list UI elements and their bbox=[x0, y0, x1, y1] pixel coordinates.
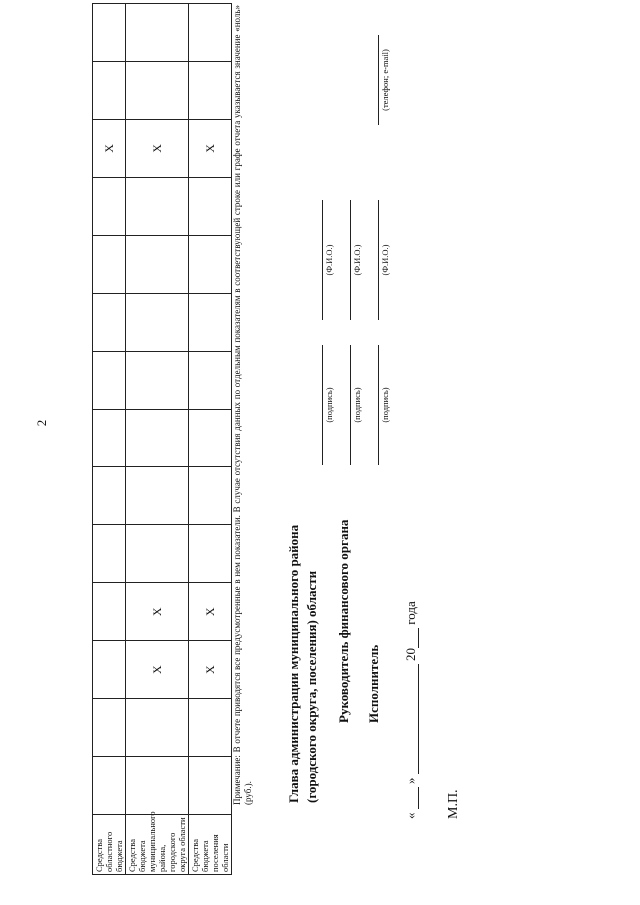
row-label: Средства бюджета поселения области bbox=[189, 815, 232, 875]
table-cell bbox=[126, 4, 189, 62]
head-title-line1: Глава администрации муниципального района bbox=[286, 524, 301, 803]
table-cell bbox=[93, 525, 126, 583]
table-cell bbox=[93, 467, 126, 525]
executor-fio-line bbox=[378, 200, 379, 320]
table-cell bbox=[126, 177, 189, 235]
head-fio-line bbox=[322, 200, 323, 320]
date-year-prefix: 20 bbox=[403, 648, 418, 661]
budget-table bbox=[92, 3, 232, 875]
date-line bbox=[402, 601, 419, 819]
table-cell-mark: X bbox=[93, 119, 126, 177]
executor-phone-line bbox=[378, 35, 379, 125]
table-cell bbox=[189, 351, 232, 409]
date-day-blank bbox=[402, 787, 419, 809]
date-close-quote: » bbox=[403, 777, 418, 784]
row-label: Средства бюджета муниципального района, городского округа области bbox=[126, 815, 189, 875]
table-cell bbox=[189, 409, 232, 467]
date-open-quote: « bbox=[403, 812, 418, 819]
table-cell bbox=[189, 467, 232, 525]
date-month-blank bbox=[402, 664, 419, 774]
date-year-suffix: года bbox=[403, 601, 418, 625]
finance-signature-caption: (подпись) bbox=[352, 387, 362, 423]
table-cell bbox=[93, 641, 126, 699]
table-row bbox=[126, 4, 189, 875]
table-cell bbox=[126, 757, 189, 815]
head-signature-line bbox=[322, 345, 323, 465]
table-cell bbox=[189, 4, 232, 62]
executor-signature-line bbox=[378, 345, 379, 465]
date-year-blank bbox=[402, 628, 419, 648]
table-cell bbox=[93, 293, 126, 351]
finance-title: Руководитель финансового органа bbox=[336, 519, 351, 723]
head-signature-caption: (подпись) bbox=[324, 387, 334, 423]
table-cell bbox=[93, 409, 126, 467]
table-cell-mark: X bbox=[189, 641, 232, 699]
table-cell bbox=[189, 293, 232, 351]
table-cell bbox=[93, 4, 126, 62]
table-cell-mark: X bbox=[126, 119, 189, 177]
table-row bbox=[189, 4, 232, 875]
table-cell bbox=[189, 757, 232, 815]
table-cell bbox=[93, 583, 126, 641]
table-cell-mark: X bbox=[189, 119, 232, 177]
table-cell bbox=[189, 62, 232, 120]
table-cell bbox=[126, 62, 189, 120]
table-cell bbox=[189, 525, 232, 583]
page-number: 2 bbox=[34, 419, 49, 427]
table-cell-mark: X bbox=[126, 583, 189, 641]
table-cell bbox=[189, 235, 232, 293]
table-cell-mark: X bbox=[189, 583, 232, 641]
table-cell bbox=[189, 177, 232, 235]
table-cell bbox=[126, 467, 189, 525]
table-cell bbox=[126, 351, 189, 409]
table-cell bbox=[93, 757, 126, 815]
executor-phone-caption: (телефон; e-mail) bbox=[380, 49, 390, 111]
executor-fio-caption: (Ф.И.О.) bbox=[380, 244, 390, 276]
table-cell bbox=[93, 177, 126, 235]
table-cell bbox=[126, 409, 189, 467]
executor-signature-caption: (подпись) bbox=[380, 387, 390, 423]
table-cell-mark: X bbox=[126, 641, 189, 699]
stamp-label: М.П. bbox=[446, 789, 461, 819]
table-cell bbox=[93, 351, 126, 409]
table-cell bbox=[189, 699, 232, 757]
table-cell bbox=[126, 525, 189, 583]
table-row bbox=[93, 4, 126, 875]
table-cell bbox=[93, 699, 126, 757]
table-cell bbox=[126, 699, 189, 757]
table-cell bbox=[93, 235, 126, 293]
table-cell bbox=[126, 293, 189, 351]
table-note: Примечание: В отчете приводятся все предусмотренные в нем показатели. В случае отсутствия данных по отдельным показателям в соответствующей строке или графе отчета указывается значение «ноль» (руб.). bbox=[232, 5, 253, 805]
finance-fio-caption: (Ф.И.О.) bbox=[352, 244, 362, 276]
head-fio-caption: (Ф.И.О.) bbox=[324, 244, 334, 276]
table-cell bbox=[126, 235, 189, 293]
row-label: Средства областного бюджета bbox=[93, 815, 126, 875]
table-cell bbox=[93, 62, 126, 120]
executor-title: Исполнитель bbox=[366, 644, 381, 723]
finance-fio-line bbox=[350, 200, 351, 320]
head-title-line2: (городского округа, поселения) области bbox=[304, 570, 319, 803]
finance-signature-line bbox=[350, 345, 351, 465]
